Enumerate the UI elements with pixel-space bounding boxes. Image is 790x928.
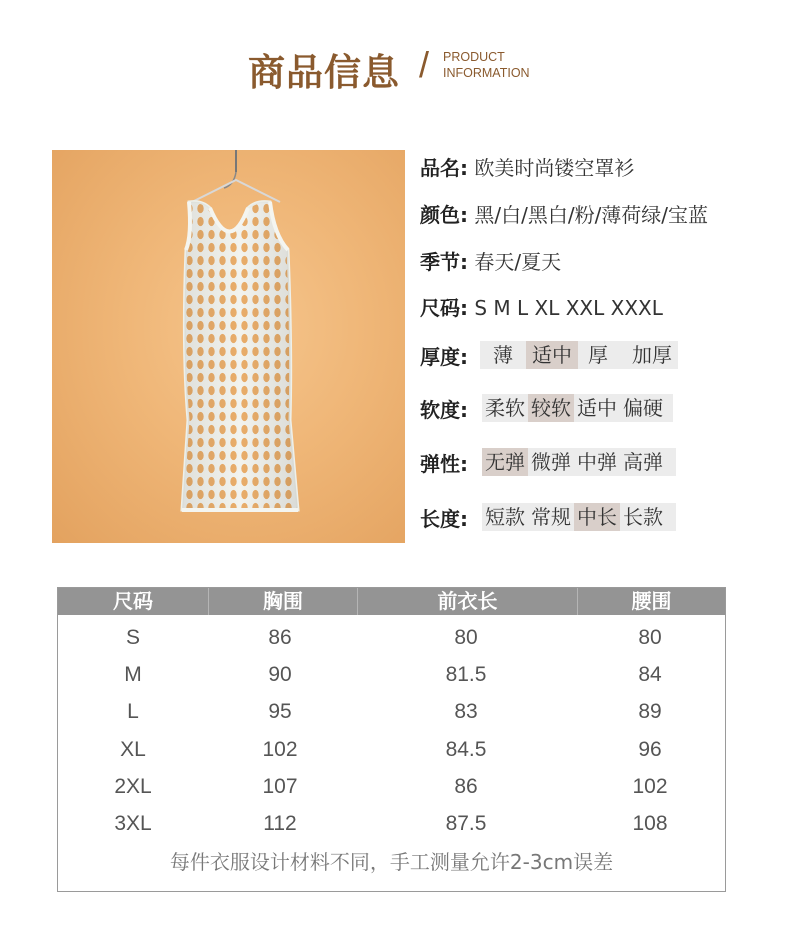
cell-chest: 95 (268, 700, 292, 723)
cell-waist: 102 (632, 775, 668, 798)
thickness-option: 厚 (588, 343, 608, 367)
season-value: 春天/夏天 (474, 250, 562, 274)
elasticity-option: 微弹 (531, 450, 571, 474)
cell-front-length: 86 (454, 775, 478, 798)
cell-chest: 107 (262, 775, 298, 798)
length-option-selected: 中长 (574, 503, 620, 531)
size-table-header (58, 588, 725, 615)
cell-front-length: 84.5 (445, 738, 487, 761)
name-label: 品名: (420, 156, 468, 180)
length-option: 短款 (485, 505, 525, 529)
length-label: 长度: (420, 507, 468, 531)
info-softness-row (420, 394, 663, 424)
elasticity-option-selected: 无弹 (482, 448, 528, 476)
cell-size: S (125, 626, 140, 649)
cell-size: 2XL (114, 775, 152, 798)
info-size-row (420, 292, 663, 322)
softness-option: 适中 (577, 396, 617, 420)
header-waist: 腰围 (631, 589, 672, 613)
title-chinese: 商品信息 (248, 51, 400, 94)
cell-waist: 96 (638, 738, 662, 761)
thickness-options (480, 341, 678, 369)
cell-size: XL (120, 738, 146, 761)
info-season-row (420, 246, 561, 276)
season-label: 季节: (420, 250, 468, 274)
info-elasticity-row (420, 448, 663, 478)
size-table (57, 587, 726, 892)
softness-option: 偏硬 (623, 396, 663, 420)
length-options (482, 503, 676, 531)
info-length-row (420, 503, 663, 533)
product-photo (52, 150, 405, 543)
header-size: 尺码 (113, 589, 153, 613)
cell-waist: 84 (638, 663, 662, 686)
cell-front-length: 81.5 (445, 663, 487, 686)
title-english-line2: INFORMATION (443, 66, 530, 80)
cell-chest: 102 (262, 738, 298, 761)
name-value: 欧美时尚镂空罩衫 (474, 156, 635, 180)
softness-label: 软度: (420, 398, 468, 422)
elasticity-option: 中弹 (577, 450, 617, 474)
dress-illustration (52, 150, 405, 543)
size-label: 尺码: (420, 296, 468, 320)
cell-waist: 89 (638, 700, 662, 723)
cell-size: L (127, 700, 139, 723)
cell-size: 3XL (114, 812, 152, 835)
thickness-option: 加厚 (632, 343, 672, 367)
thickness-option-selected: 适中 (526, 341, 578, 369)
info-color-row (420, 199, 708, 229)
cell-size: M (124, 663, 142, 686)
title-english (443, 49, 530, 81)
size-value: S M L XL XXL XXXL (474, 296, 663, 320)
elasticity-option: 高弹 (623, 450, 663, 474)
softness-option: 柔软 (485, 396, 525, 420)
header-front-length: 前衣长 (437, 589, 498, 613)
header-chest: 胸围 (263, 589, 303, 613)
measurement-note: 每件衣服设计材料不同，手工测量允许2-3cm误差 (169, 850, 614, 874)
length-option: 常规 (531, 505, 571, 529)
cell-front-length: 83 (454, 700, 478, 723)
cell-waist: 80 (638, 626, 662, 649)
elasticity-label: 弹性: (420, 452, 468, 476)
info-name-row (420, 152, 634, 182)
cell-chest: 112 (263, 812, 297, 835)
softness-option-selected: 较软 (528, 394, 574, 422)
cell-waist: 108 (632, 812, 668, 835)
cell-front-length: 80 (454, 626, 478, 649)
cell-chest: 86 (268, 626, 292, 649)
color-value: 黑/白/黑白/粉/薄荷绿/宝蓝 (474, 203, 709, 227)
elasticity-options (482, 448, 676, 476)
length-option: 长款 (623, 505, 663, 529)
title-slash: / (419, 44, 430, 85)
thickness-option: 薄 (493, 343, 513, 367)
thickness-label: 厚度: (420, 345, 468, 369)
title-english-line1: PRODUCT (443, 50, 505, 64)
color-label: 颜色: (420, 203, 468, 227)
softness-options (482, 394, 673, 422)
cell-front-length: 87.5 (445, 812, 487, 835)
info-thickness-row (420, 341, 672, 371)
section-title (0, 40, 790, 94)
cell-chest: 90 (268, 663, 292, 686)
